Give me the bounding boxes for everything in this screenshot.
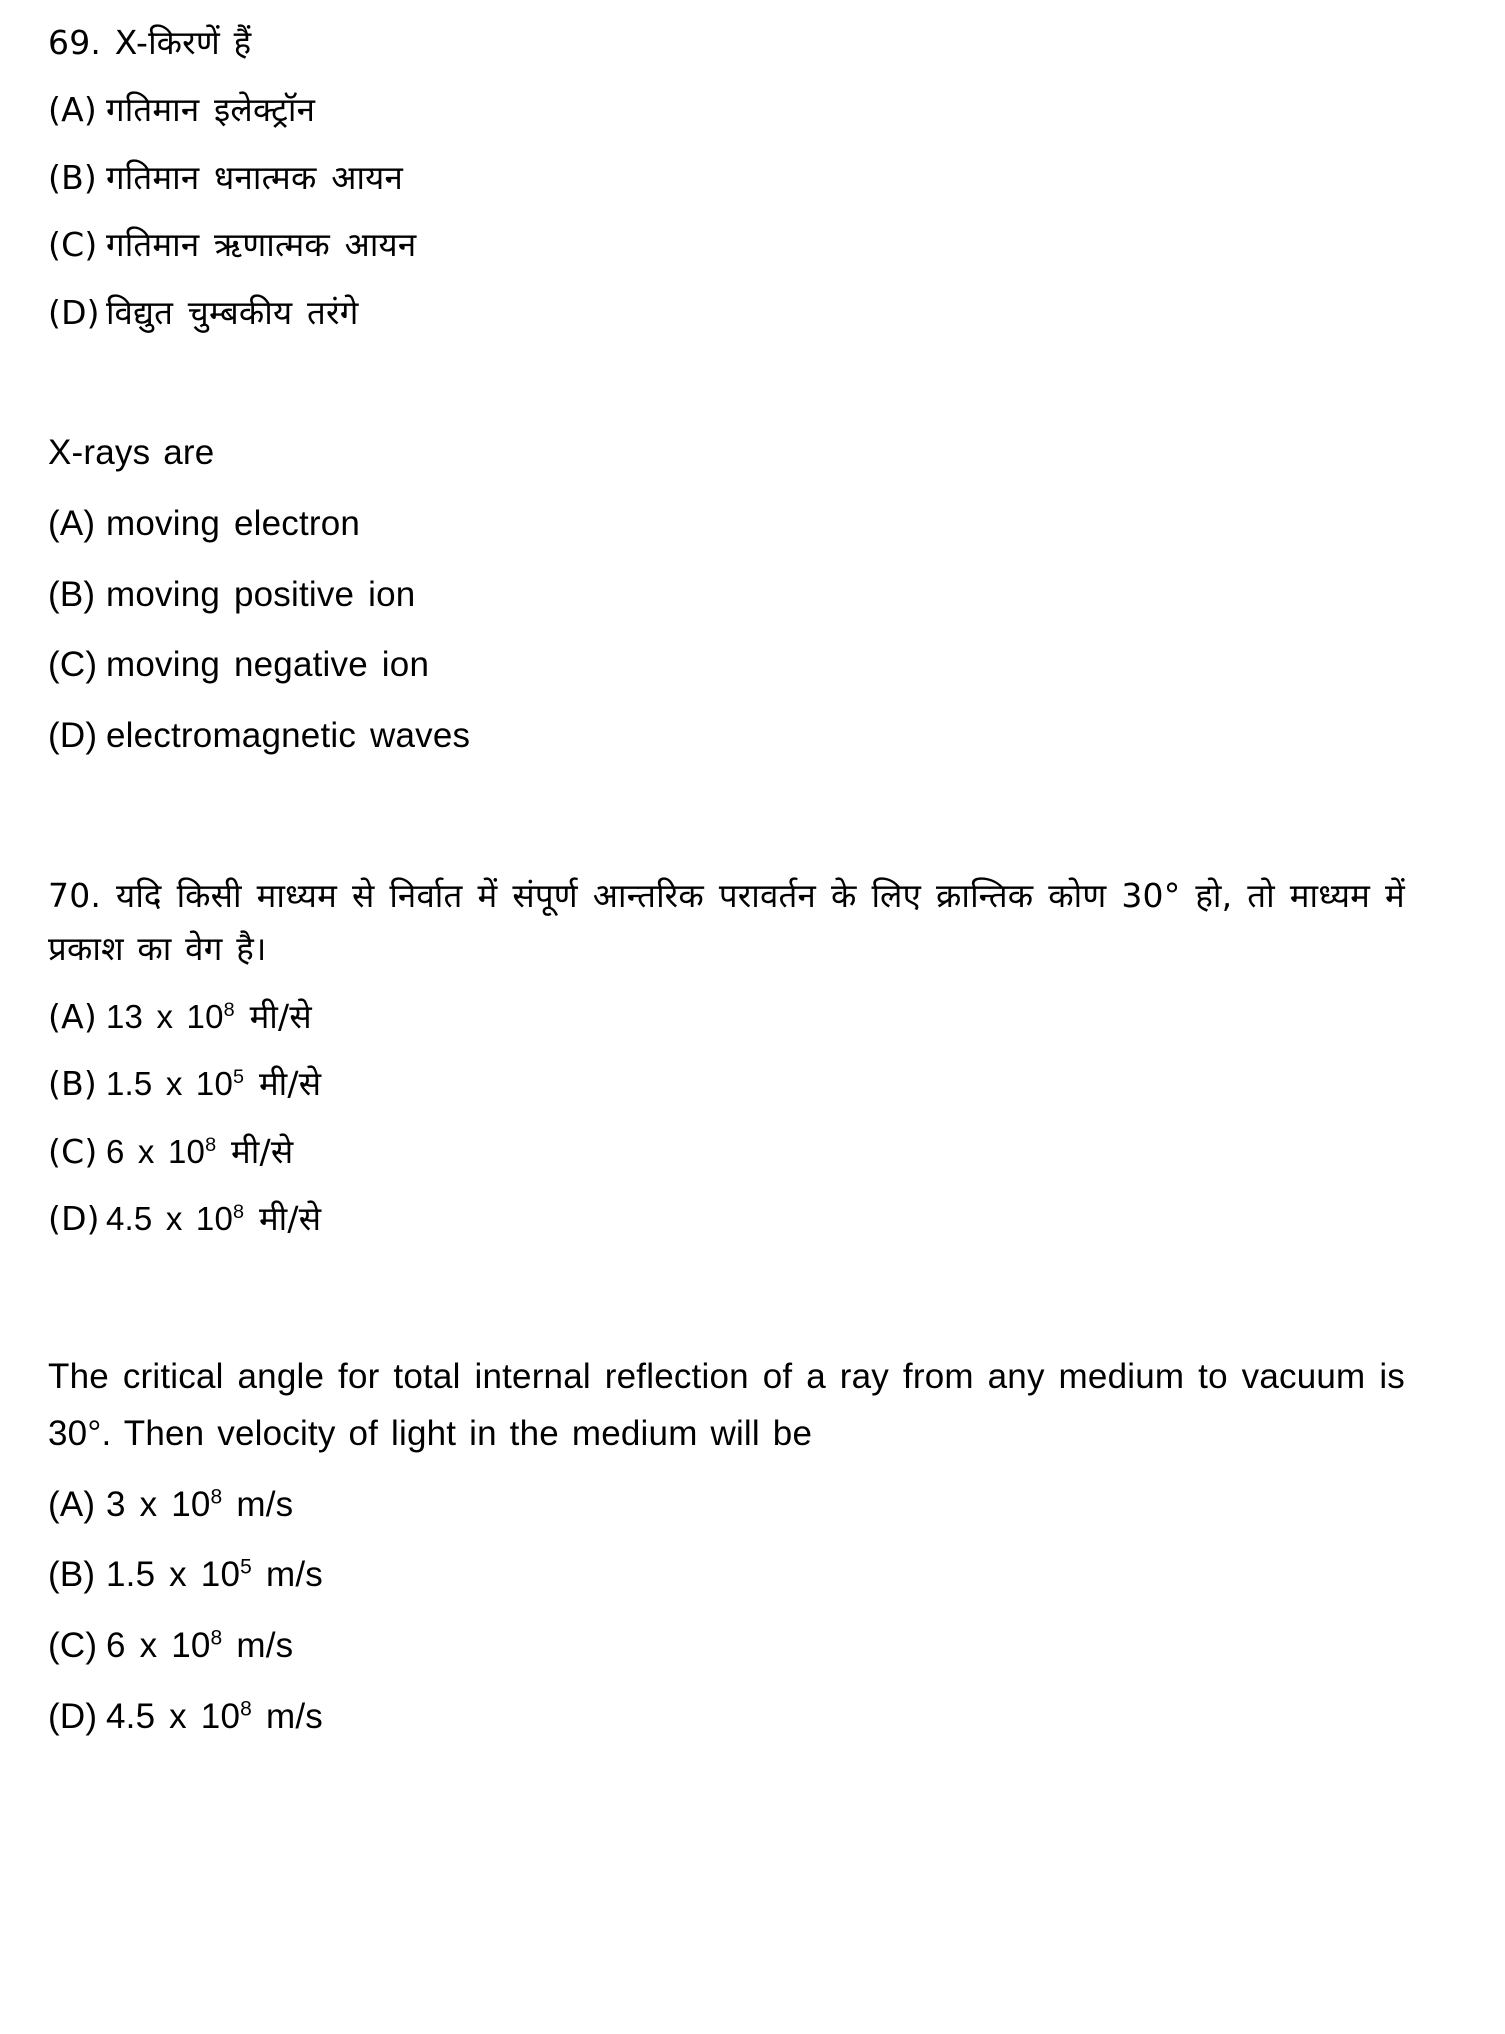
option-label: (D)	[48, 716, 98, 756]
question-70-english-option-d[interactable]	[48, 1689, 1405, 1746]
question-70-hindi-option-a[interactable]	[48, 990, 1405, 1043]
question-69-hindi-option-b[interactable]	[48, 151, 1405, 204]
question-69-english-stem	[48, 425, 1405, 482]
option-mantissa: 4.5 x 10	[106, 1696, 241, 1736]
question-69-english-option-a[interactable]	[48, 496, 1405, 553]
option-text: moving positive ion	[106, 574, 416, 614]
option-exponent: 8	[205, 1133, 217, 1156]
option-label: (C)	[48, 225, 98, 265]
option-label: (C)	[48, 1626, 98, 1666]
question-70-hindi-stem-text: यदि किसी माध्यम से निर्वात में संपूर्ण आन्तरिक परावर्तन के लिए क्रान्तिक कोण 30° हो, तो माध्यम में प्रकाश का वेग है।	[48, 875, 1405, 969]
option-mantissa: 6 x 10	[106, 1626, 211, 1666]
option-unit: मी/से	[258, 1198, 322, 1238]
question-69-english-option-c[interactable]	[48, 637, 1405, 694]
option-label: (D)	[48, 1198, 100, 1238]
question-69-hindi-option-d[interactable]	[48, 286, 1405, 339]
question-70-english-option-b[interactable]	[48, 1547, 1405, 1604]
option-exponent: 8	[223, 998, 235, 1021]
option-label: (B)	[48, 1064, 97, 1104]
question-70-english	[48, 1349, 1405, 1745]
option-label: (C)	[48, 645, 98, 685]
question-69-hindi	[48, 0, 1405, 339]
option-text: electromagnetic waves	[106, 716, 471, 756]
option-mantissa: 3 x 10	[106, 1484, 211, 1524]
option-mantissa: 1.5 x 10	[106, 1065, 234, 1103]
question-70-hindi-number: 70.	[48, 875, 102, 915]
question-70-hindi-option-c[interactable]	[48, 1125, 1405, 1178]
option-label: (A)	[48, 503, 96, 543]
option-unit: m/s	[265, 1696, 323, 1736]
option-text: विद्युत चुम्बकीय तरंगे	[106, 292, 359, 332]
option-unit: m/s	[236, 1626, 294, 1666]
option-label: (A)	[48, 1484, 96, 1524]
question-70-hindi-option-d[interactable]	[48, 1192, 1405, 1245]
option-label: (B)	[48, 157, 97, 197]
question-69-hindi-stem	[48, 14, 1405, 69]
option-exponent: 8	[210, 1485, 223, 1509]
question-70-hindi	[48, 869, 1405, 1246]
option-label: (A)	[48, 996, 97, 1036]
option-label: (B)	[48, 1555, 96, 1595]
question-69-hindi-number: 69.	[48, 23, 102, 62]
question-70-english-option-a[interactable]	[48, 1477, 1405, 1534]
option-unit: मी/से	[231, 1131, 294, 1171]
option-exponent: 5	[240, 1555, 253, 1579]
option-text: गतिमान ऋणात्मक आयन	[106, 225, 417, 265]
option-exponent: 8	[233, 1200, 245, 1223]
option-label: (A)	[48, 90, 97, 130]
question-70-english-option-c[interactable]	[48, 1618, 1405, 1675]
question-69-english-stem-text: X-rays are	[48, 433, 215, 473]
question-70-english-stem	[48, 1349, 1405, 1462]
option-unit: m/s	[265, 1555, 323, 1595]
option-text: moving negative ion	[106, 645, 430, 685]
option-unit: मी/से	[258, 1064, 322, 1104]
question-69-english	[48, 425, 1405, 764]
option-text: moving electron	[106, 503, 361, 543]
option-label: (D)	[48, 1696, 98, 1736]
option-unit: m/s	[236, 1484, 294, 1524]
option-label: (C)	[48, 1131, 98, 1171]
question-69-hindi-stem-text: X-किरणें हैं	[114, 23, 252, 62]
option-mantissa: 4.5 x 10	[106, 1199, 234, 1237]
option-text: गतिमान इलेक्ट्रॉन	[106, 90, 316, 130]
question-69-hindi-option-c[interactable]	[48, 218, 1405, 271]
option-exponent: 8	[240, 1697, 253, 1721]
option-exponent: 5	[233, 1066, 245, 1089]
option-mantissa: 6 x 10	[106, 1132, 206, 1170]
option-label: (B)	[48, 574, 96, 614]
question-70-english-stem-text: The critical angle for total internal reflection of a ray from any medium to vacuum is 30°. Then velocity of light in the medium will be	[48, 1357, 1405, 1454]
option-label: (D)	[48, 292, 100, 332]
question-69-english-option-b[interactable]	[48, 567, 1405, 624]
question-69-hindi-option-a[interactable]	[48, 83, 1405, 136]
option-mantissa: 1.5 x 10	[106, 1555, 241, 1595]
question-70-hindi-stem	[48, 869, 1405, 976]
question-69-english-option-d[interactable]	[48, 708, 1405, 765]
option-mantissa: 13 x 10	[106, 997, 224, 1035]
option-text: गतिमान धनात्मक आयन	[106, 157, 404, 197]
option-exponent: 8	[210, 1626, 223, 1650]
option-unit: मी/से	[249, 996, 312, 1036]
question-70-hindi-option-b[interactable]	[48, 1057, 1405, 1110]
